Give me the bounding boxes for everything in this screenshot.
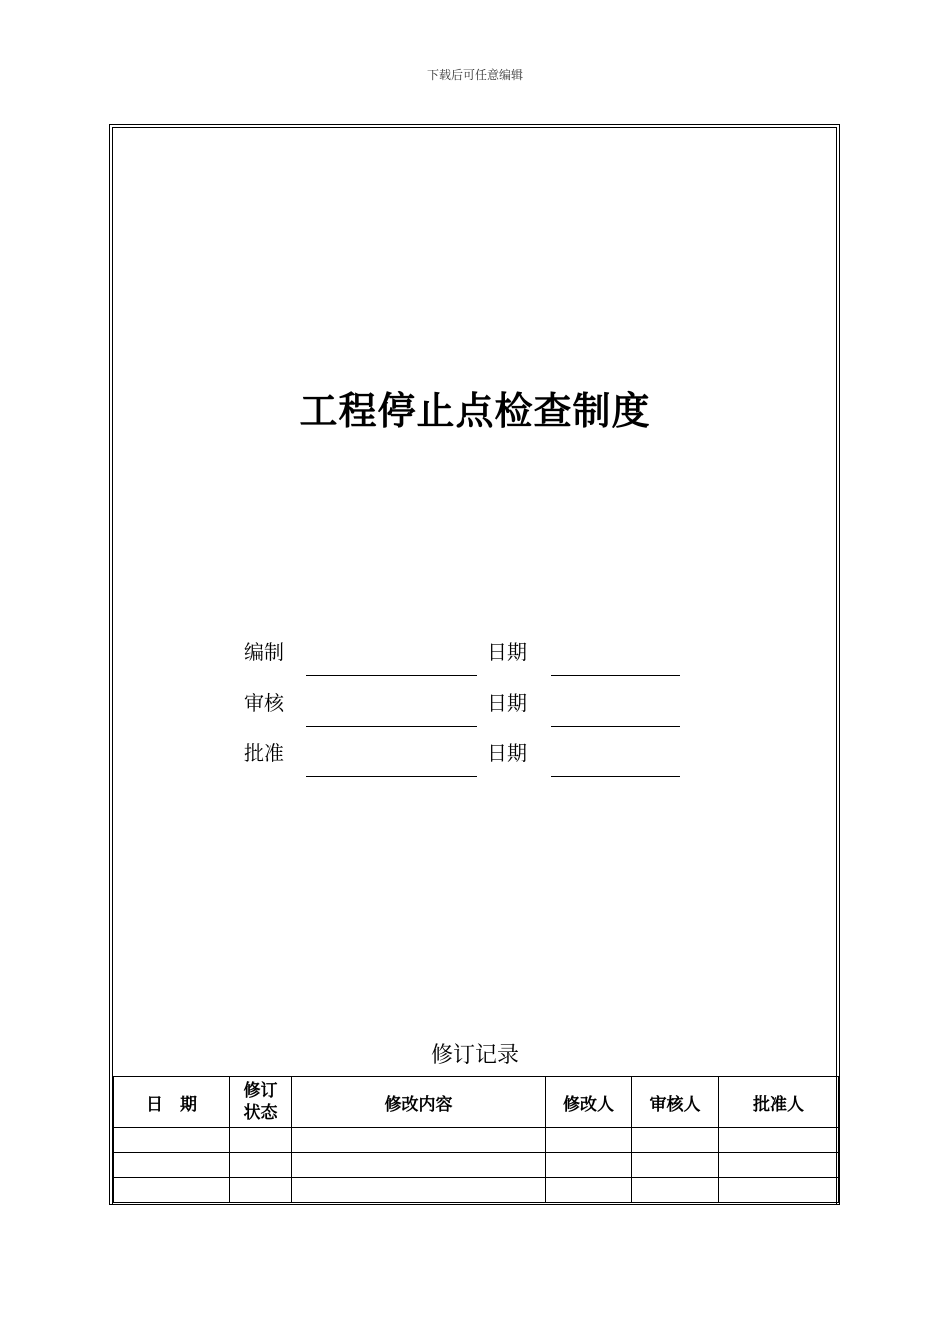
revision-header-row xyxy=(114,1077,839,1128)
table-cell[interactable] xyxy=(114,1153,230,1178)
compiled-by-line[interactable] xyxy=(306,675,477,676)
header-content: 修改内容 xyxy=(292,1077,546,1128)
header-status xyxy=(230,1077,292,1128)
header-status-line2: 状态 xyxy=(243,1103,278,1123)
header-approver: 批准人 xyxy=(719,1077,839,1128)
compiled-date-line[interactable] xyxy=(551,675,680,676)
header-status-line1: 修订 xyxy=(243,1081,278,1101)
approved-by-line[interactable] xyxy=(306,776,477,777)
table-cell[interactable] xyxy=(632,1128,719,1153)
table-cell[interactable] xyxy=(546,1178,632,1203)
table-row xyxy=(114,1153,839,1178)
table-cell[interactable] xyxy=(719,1128,839,1153)
table-cell[interactable] xyxy=(292,1153,546,1178)
table-row xyxy=(114,1178,839,1203)
table-cell[interactable] xyxy=(719,1153,839,1178)
table-cell[interactable] xyxy=(230,1153,292,1178)
table-row xyxy=(114,1128,839,1153)
table-cell[interactable] xyxy=(719,1178,839,1203)
header-reviewer: 审核人 xyxy=(632,1077,719,1128)
compiled-by-label: 编制 xyxy=(244,640,284,664)
reviewed-by-line[interactable] xyxy=(306,726,477,727)
table-cell[interactable] xyxy=(114,1178,230,1203)
table-cell[interactable] xyxy=(114,1128,230,1153)
reviewed-by-label: 审核 xyxy=(244,691,284,715)
table-cell[interactable] xyxy=(230,1128,292,1153)
reviewed-date-label: 日期 xyxy=(487,691,527,715)
approved-date-label: 日期 xyxy=(487,741,527,765)
approved-by-label: 批准 xyxy=(244,741,284,765)
table-cell[interactable] xyxy=(632,1178,719,1203)
table-cell[interactable] xyxy=(546,1128,632,1153)
header-date: 日 期 xyxy=(114,1077,230,1128)
table-cell[interactable] xyxy=(292,1178,546,1203)
table-cell[interactable] xyxy=(546,1153,632,1178)
compiled-date-label: 日期 xyxy=(487,640,527,664)
header-modifier: 修改人 xyxy=(546,1077,632,1128)
document-title: 工程停止点检查制度 xyxy=(299,389,651,433)
table-cell[interactable] xyxy=(292,1128,546,1153)
reviewed-date-line[interactable] xyxy=(551,726,680,727)
revision-record-title: 修订记录 xyxy=(430,1043,519,1068)
revision-table xyxy=(113,1076,839,1203)
table-cell[interactable] xyxy=(230,1178,292,1203)
approved-date-line[interactable] xyxy=(551,776,680,777)
table-cell[interactable] xyxy=(632,1153,719,1178)
header-note: 下载后可任意编辑 xyxy=(426,68,523,82)
